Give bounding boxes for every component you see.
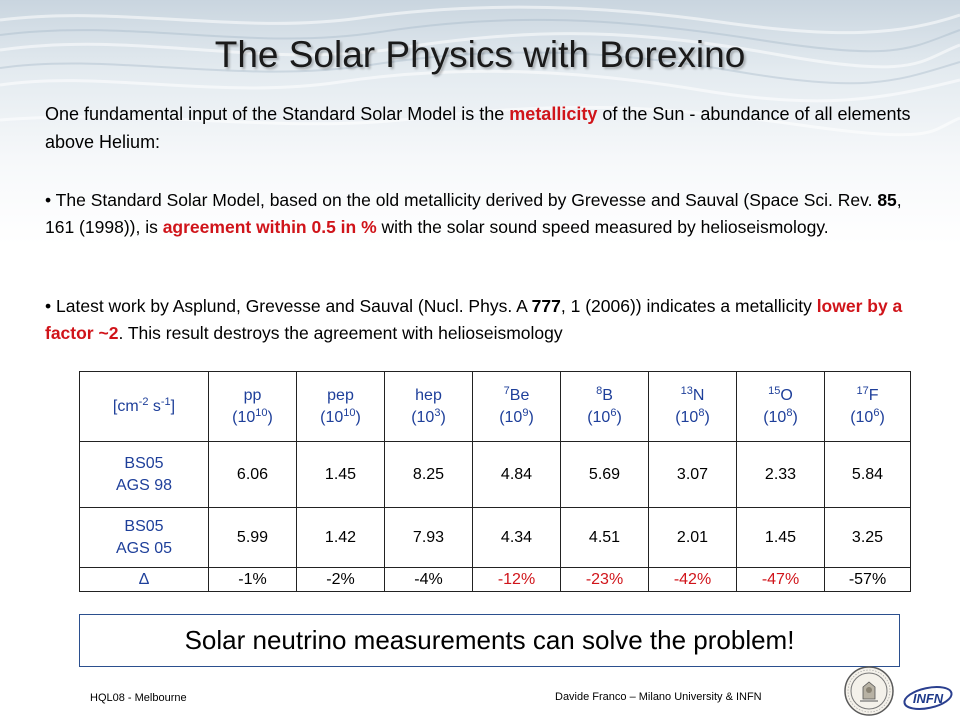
col-header-o15: $^{15}$O $(10^8)$ bbox=[737, 372, 825, 442]
bullet-1-text-2: , 161 (1998)), is bbox=[45, 190, 902, 237]
conclusion-callout: Solar neutrino measurements can solve the problem! bbox=[79, 614, 900, 667]
col-header-hep: hep $(10^3)$ bbox=[385, 372, 473, 442]
intro-text-2: of the Sun - abundance of all elements above Helium: bbox=[45, 104, 911, 152]
table-cell: 1.42 bbox=[297, 508, 385, 568]
infn-logo-text: INFN bbox=[912, 691, 944, 706]
table-cell: 3.07 bbox=[649, 442, 737, 508]
col-header-f17: $^{17}$F $(10^6)$ bbox=[825, 372, 911, 442]
delta-row bbox=[80, 568, 911, 592]
bullet-2-volume: 777 bbox=[531, 296, 561, 316]
bullet-1 bbox=[45, 187, 930, 241]
bullet-2-text-1: Latest work by Asplund, Grevesse and Sauval (Nucl. Phys. A bbox=[51, 296, 532, 316]
table-row bbox=[80, 508, 911, 568]
delta-cell: -4% bbox=[385, 568, 473, 592]
table-cell: 1.45 bbox=[297, 442, 385, 508]
bullet-1-highlight: agreement within 0.5 in % bbox=[162, 217, 377, 237]
table-cell: 5.69 bbox=[561, 442, 649, 508]
table-cell: 6.06 bbox=[209, 442, 297, 508]
delta-cell: -23% bbox=[561, 568, 649, 592]
infn-logo bbox=[902, 683, 954, 713]
table-cell: 3.25 bbox=[825, 508, 911, 568]
bullet-2-highlight: lower by a factor ~2 bbox=[45, 296, 903, 343]
table-row bbox=[80, 442, 911, 508]
delta-cell: -12% bbox=[473, 568, 561, 592]
metallicity-highlight: metallicity bbox=[509, 104, 598, 124]
university-seal-logo bbox=[843, 665, 895, 717]
intro-text-1: One fundamental input of the Standard Solar Model is the bbox=[45, 104, 510, 124]
footer-conference: HQL08 - Melbourne bbox=[90, 692, 187, 704]
units-header: [$cm^{-2}$ $s^{-1}$] bbox=[80, 372, 209, 442]
bullet-2-text-2: , 1 (2006)) indicates a metallicity bbox=[560, 296, 817, 316]
table-cell: 4.34 bbox=[473, 508, 561, 568]
col-header-b8: $^8$B $(10^6)$ bbox=[561, 372, 649, 442]
bullet-1-volume: 85 bbox=[877, 190, 897, 210]
table-header-row bbox=[80, 372, 911, 442]
footer-author: Davide Franco – Milano University & INFN bbox=[555, 691, 762, 703]
row-label-ags98: BS05 AGS 98 bbox=[80, 442, 209, 508]
bullet-2 bbox=[45, 293, 930, 347]
intro-paragraph bbox=[45, 100, 930, 156]
delta-symbol: ∆ bbox=[80, 568, 209, 592]
delta-cell: -47% bbox=[737, 568, 825, 592]
col-header-n13: $^{13}$N $(10^8)$ bbox=[649, 372, 737, 442]
table-cell: 2.33 bbox=[737, 442, 825, 508]
table-cell: 5.99 bbox=[209, 508, 297, 568]
delta-cell: -42% bbox=[649, 568, 737, 592]
col-header-pp: pp $(10^{10})$ bbox=[209, 372, 297, 442]
bullet-marker: • bbox=[45, 190, 52, 210]
slide-title: The Solar Physics with Borexino bbox=[214, 34, 746, 75]
row-label-ags05: BS05 AGS 05 bbox=[80, 508, 209, 568]
bullet-2-text-3: . This result destroys the agreement with helioseismology bbox=[118, 323, 563, 343]
table-cell: 8.25 bbox=[385, 442, 473, 508]
table-cell: 5.84 bbox=[825, 442, 911, 508]
bullet-1-text-1: The Standard Solar Model, based on the old metallicity derived by Grevesse and Sauval (Space Sci. Rev. bbox=[51, 190, 878, 210]
table-cell: 7.93 bbox=[385, 508, 473, 568]
bullet-marker: • bbox=[45, 296, 52, 316]
delta-cell: -2% bbox=[297, 568, 385, 592]
neutrino-flux-table bbox=[79, 371, 911, 592]
bullet-1-text-3: with the solar sound speed measured by helioseismology. bbox=[376, 217, 829, 237]
delta-cell: -1% bbox=[209, 568, 297, 592]
col-header-be7: $^7$Be $(10^9)$ bbox=[473, 372, 561, 442]
delta-cell: -57% bbox=[825, 568, 911, 592]
table-cell: 4.84 bbox=[473, 442, 561, 508]
table-cell: 1.45 bbox=[737, 508, 825, 568]
col-header-pep: pep $(10^{10})$ bbox=[297, 372, 385, 442]
table-cell: 2.01 bbox=[649, 508, 737, 568]
table-cell: 4.51 bbox=[561, 508, 649, 568]
